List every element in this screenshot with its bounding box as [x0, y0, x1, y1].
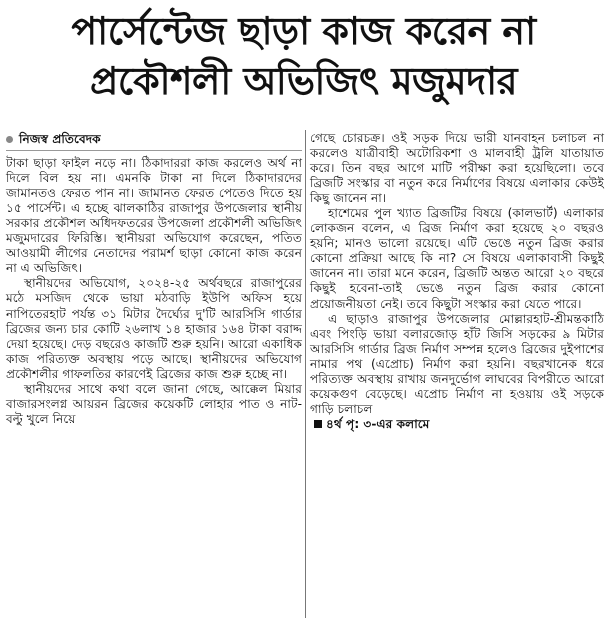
paragraph: গেছে চোরচক্র। ওই সড়ক দিয়ে ভারী যানবাহন চলাচল না করলেও যাত্রীবাহী অটোরিকশা ও মালবাহী ট্রলি যাতায়াত করে। তিন বছর আগে মাটি পরীক্ষা করা হয়েছিলো। তবে ব্রিজটি সংস্কার বা নতুন করে নির্মাণের বিষয়ে এলাকার কেউই কিছু জানেন না।: [310, 131, 604, 206]
headline: [0, 6, 607, 106]
paragraph: টাকা ছাড়া ফাইল নড়ে না। ঠিকাদাররা কাজ করলেও অর্থ না দিলে বিল হয় না। এমনকি টাকা না দিলে ঠিকাদারদের জামানতও ফেরত পান না। জামানত ফেরত পেতেও দিতে হয় ১৫ পার্সেন্ট। এ হচ্ছে ঝালকাঠির রাজাপুর উপজেলার স্থানীয় সরকার প্রকৌশল অধিদফতরের উপজেলা প্রকৌশলী অভিজিৎ মজুমদারের ফিরিস্তি। স্থানীয়রা অভিযোগ করেছেন, পতিত আওয়ামী লীগের নেতাদের পরামর্শ ছাড়া কোনো কাজ করেন না এ অভিজিৎ।: [6, 156, 302, 276]
continuation-note[interactable]: [310, 417, 429, 431]
paragraph: এ ছাড়াও রাজাপুর উপজেলার মোল্লারহাট-শ্রীমন্তকাঠি এবং পিংড়ি ভায়া বলারজোড় হাঁট জিসি সড়কের ৯ মিটার আরসিসি গার্ডার ব্রিজ নির্মাণ সম্পন্ন হলেও ব্রিজের দুইপাশের নামার পথ (এপ্রোচ) নির্মাণ করা হয়নি। বছরখানেক ধরে পরিত্যক্ত অবস্থায় রাখায় জনদুর্ভোগ লাঘবের বিপরীতে আরো কয়েকগুণ বেড়েছে। এপ্রোচ নির্মাণ না হওয়ায় ওই সড়কে গাড়ি চলাচল: [310, 311, 604, 416]
paragraph: স্থানীয়দের সাথে কথা বলে জানা গেছে, আক্কেল মিয়ার বাজারসংলগ্ন আয়রন ব্রিজের কয়েকটি লোহার পাত ও নাট-বল্টু খুলে নিয়ে: [6, 381, 302, 426]
column-divider: [305, 130, 306, 618]
paragraph: স্থানীয়দের অভিযোগ, ২০২৪-২৫ অর্থবছরে রাজাপুরের মঠে মসজিদ থেকে ভায়া মঠবাড়ি ইউপি অফিস হয়ে নাপিতেরহাট পর্যন্ত ৩১ মিটার দৈর্ঘ্যের দু'টি আরসিসি গার্ডার ব্রিজের জন্য চার কোটি ২৬লাখ ১৪ হাজার ১৬৪ টাকা বরাদ্দ দেয়া হয়েছে। দেড় বছরেও কাজটি শুরু হয়নি। আরো একাধিক কাজ পরিত্যক্ত অবস্থায় পড়ে আছে। স্থানীয়দের অভিযোগ প্রকৌশলীর গাফলতির কারণেই ব্রিজের কাজ শুরু হচ্ছে না।: [6, 276, 302, 381]
headline-line-2: প্রকৌশলী অভিজিৎ মজুমদার: [89, 59, 518, 103]
byline: [6, 132, 302, 147]
byline-text: নিজস্ব প্রতিবেদক: [19, 132, 101, 146]
paragraph: হাশেমের পুল খ্যাত ব্রিজটির বিষয়ে (কালভার্ট) এলাকার লোকজন বলেন, এ ব্রিজ নির্মাণ করা হয়েছে ২০ বছরও হয়নি; মানও ভালো রয়েছে। এটি ভেঙে নতুন ব্রিজ করার কোনো প্রক্রিয়া আছে কি না? সে বিষয়ে এলাকাবাসী কিছুই জানেন না। তারা মনে করেন, ব্রিজটি অন্তত আরো ২০ বছরে কিছুই হবেনা-তাই ভেঙে নতুন ব্রিজ করার কোনো প্রয়োজনীয়তা নেই। তবে কিছুটা সংস্কার করা যেতে পারে।: [310, 206, 604, 311]
headline-line-1: পার্সেন্টেজ ছাড়া কাজ করেন না: [71, 9, 536, 53]
continuation-text: ৪র্থ পৃ: ৩-এর কলামে: [326, 416, 430, 431]
byline-divider: [6, 150, 302, 151]
article-column-right: [310, 131, 604, 432]
square-icon: [314, 420, 322, 428]
article-column-left: [6, 132, 302, 427]
bullet-icon: [6, 136, 13, 143]
